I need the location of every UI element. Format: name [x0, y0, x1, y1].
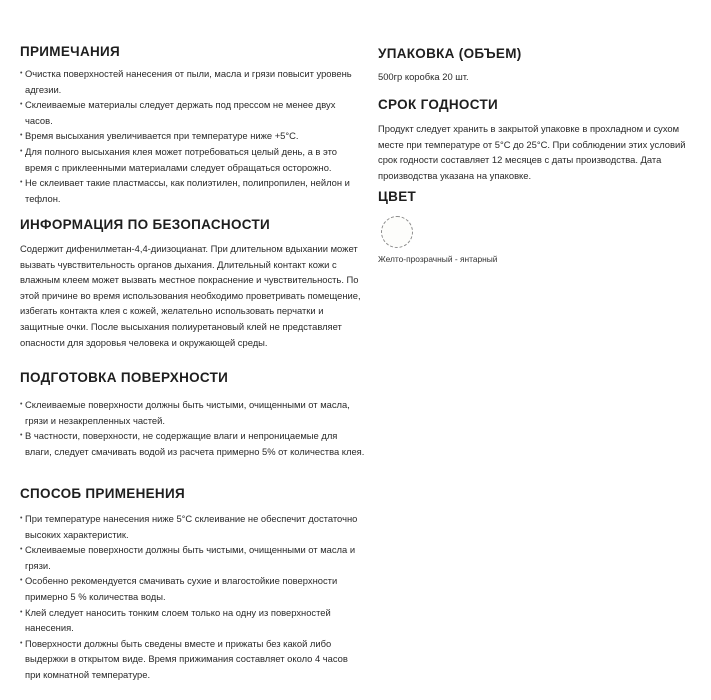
color-title: ЦВЕТ	[378, 189, 417, 204]
list-item: • Особенно рекомендуется смачивать сухие и влагостойкие поверхности примерно 5 % количества воды.	[20, 573, 365, 604]
list-item: • В частности, поверхности, не содержащие влаги и непроницаемые для влаги, следует смачивать водой из расчета примерно 5% от количества клея.	[20, 428, 365, 459]
safety-title: ИНФОРМАЦИЯ ПО БЕЗОПАСНОСТИ	[20, 217, 271, 232]
color-section	[378, 189, 698, 264]
list-item: • Время высыхания увеличивается при температуре ниже +5°С.	[20, 128, 365, 144]
color-label: Желто-прозрачный - янтарный	[378, 254, 498, 264]
right-column	[378, 0, 698, 700]
shelf-life-section	[378, 97, 698, 183]
list-item: • Склеиваемые поверхности должны быть чистыми, очищенными от масла и грязи.	[20, 542, 365, 573]
list-item: • Для полного высыхания клея может потребоваться целый день, а в это время с приклеенными материалами следует обращаться осторожно.	[20, 144, 365, 175]
packaging-section	[378, 46, 698, 85]
notes-title: ПРИМЕЧАНИЯ	[20, 44, 121, 59]
application-section	[20, 486, 365, 683]
surface-prep-list	[20, 397, 365, 459]
list-item: • Склеиваемые материалы следует держать под прессом не менее двух часов.	[20, 97, 365, 128]
packaging-text: 500гр коробка 20 шт.	[378, 71, 469, 82]
notes-section	[20, 44, 365, 206]
list-item: • Не склеивает такие пластмассы, как полиэтилен, полипропилен, нейлон и тефлон.	[20, 175, 365, 206]
packaging-title: УПАКОВКА (ОБЪЕМ)	[378, 46, 522, 61]
safety-text: Содержит дифенилметан-4,4-диизоцианат. При длительном вдыхании может вызвать чувствительность органов дыхания. Длительный контакт кожи с влажным клеем может вызвать местное покраснение и чувствительность. По этой причине во время использования необходимо проветривать помещение, избегать контакта клея с кожей, желательно использовать перчатки и защитные очки. После высыхания полиуретановый клей не представляет опасности для здоровья человека и окружающей среды.	[20, 243, 361, 348]
surface-prep-title: ПОДГОТОВКА ПОВЕРХНОСТИ	[20, 370, 229, 385]
shelf-life-title: СРОК ГОДНОСТИ	[378, 97, 498, 112]
list-item: • Склеиваемые поверхности должны быть чистыми, очищенными от масла, грязи и незакрепленных частей.	[20, 397, 365, 428]
list-item: • Очистка поверхностей нанесения от пыли, масла и грязи повысит уровень адгезии.	[20, 66, 365, 97]
list-item: • Поверхности должны быть сведены вместе и прижаты без какой либо выдержки в открытом виде. Время прижимания составляет около 4 часов при комнатной температуре.	[20, 636, 365, 683]
notes-list	[20, 66, 365, 206]
list-item: • Клей следует наносить тонким слоем только на одну из поверхностей нанесения.	[20, 605, 365, 636]
list-item: • При температуре нанесения ниже 5°С склеивание не обеспечит достаточно высоких характеристик.	[20, 511, 365, 542]
application-list	[20, 511, 365, 683]
application-title: СПОСОБ ПРИМЕНЕНИЯ	[20, 486, 185, 501]
left-column	[20, 0, 365, 700]
shelf-life-text: Продукт следует хранить в закрытой упаковке в прохладном и сухом месте при температуре от 5°С до 25°С. При соблюдении этих условий срок годности составляет 12 месяцев с даты производства. Дата производства указана на упаковке.	[378, 123, 686, 181]
surface-prep-section	[20, 370, 365, 459]
safety-section	[20, 217, 365, 350]
color-swatch	[381, 216, 413, 248]
